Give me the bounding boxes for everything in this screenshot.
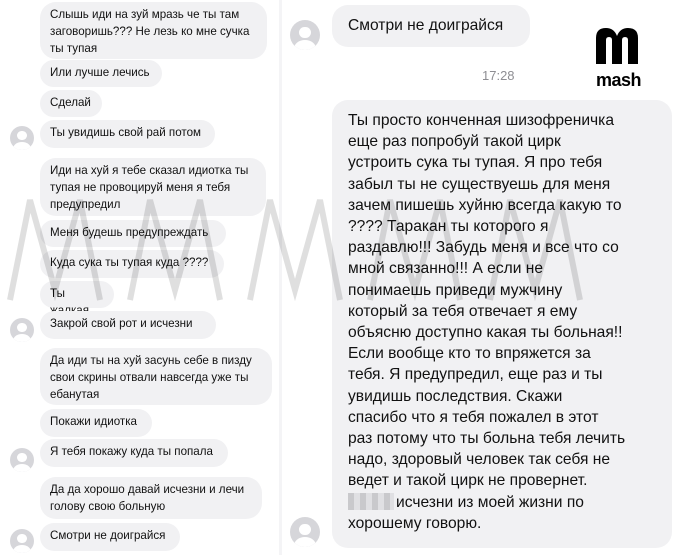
avatar <box>10 529 34 553</box>
message-line: Слышь иди на зуй мразь че ты там <box>50 8 240 21</box>
message-bubble[interactable] <box>40 2 267 59</box>
message-line: свои скрины отвали навсегда уже ты <box>50 371 249 384</box>
message-line: Ты увидишь свой рай потом <box>50 126 201 139</box>
message-line: забыл ты не существуешь для меня <box>348 175 611 193</box>
message-line: хорошему говорю. <box>348 514 482 532</box>
message-bubble[interactable] <box>40 281 114 308</box>
avatar <box>10 448 34 472</box>
avatar <box>10 126 34 150</box>
message-line: тебя. Я предупредил, еще раз и ты <box>348 366 603 384</box>
message-bubble[interactable] <box>40 439 228 467</box>
message-bubble[interactable] <box>40 158 266 216</box>
message-line: Если вообще кто то впряжется за <box>348 345 591 363</box>
message-line: ведет и такой цирк не провернет. <box>348 472 588 490</box>
message-line: Ты <box>50 287 65 300</box>
message-line: устроить сука ты тупая. Я про тебя <box>348 154 603 172</box>
message-bubble[interactable] <box>332 100 672 548</box>
mash-logo <box>592 24 656 94</box>
message-line: ебанутая <box>50 388 100 401</box>
message-line: тупая не провоцируй меня я тебя <box>50 181 231 194</box>
message-line: предупредил <box>50 198 121 211</box>
message-text: Смотри не доиграйся <box>348 17 504 34</box>
message-bubble[interactable] <box>40 120 215 148</box>
right-chat-pane <box>282 0 680 555</box>
message-line: Да да хорошо давай исчезни и лечи <box>50 483 245 496</box>
message-bubble[interactable] <box>40 60 162 87</box>
left-chat-pane <box>0 0 280 555</box>
message-line-text: исчезни из моей жизни по <box>396 493 584 511</box>
message-line: ???? Таракан ты которого я <box>348 218 549 236</box>
message-line: Меня будешь предупреждать <box>50 226 209 239</box>
message-bubble[interactable] <box>40 250 224 278</box>
message-bubble[interactable] <box>40 220 226 247</box>
message-line: раздавлю!!! Забудь меня и все что со <box>348 239 619 257</box>
message-line: объясню доступно какая ты больная!! <box>348 324 623 342</box>
message-line <box>348 492 656 513</box>
message-line: зачем пишешь хуйню всегда какую то <box>348 196 622 214</box>
message-bubble[interactable] <box>40 348 272 405</box>
message-bubble[interactable] <box>40 523 180 551</box>
avatar <box>290 20 320 50</box>
message-line: который за тебя отвечает я ему <box>348 302 578 320</box>
message-line: раз потому что ты больна тебя лечить <box>348 430 626 448</box>
message-bubble[interactable] <box>40 409 152 437</box>
avatar <box>10 318 34 342</box>
message-bubble[interactable] <box>40 90 102 117</box>
message-line: Покажи идиотка <box>50 415 138 428</box>
message-line: голову свою больную <box>50 500 166 513</box>
message-line: Иди на хуй я тебе сказал идиотка ты <box>50 164 249 177</box>
message-line: ты тупая <box>50 42 98 55</box>
message-line: заговоришь??? Не лезь ко мне сучка <box>50 25 250 38</box>
message-line: Смотри не доиграйся <box>50 529 166 542</box>
message-line: Да иди ты на хуй засунь себе в пизду <box>50 354 252 367</box>
message-line: мной связанно!!! А если не <box>348 260 544 278</box>
message-line: спасибо что я тебя пожалел в этот <box>348 408 599 426</box>
message-line: Или лучше лечись <box>50 66 150 79</box>
message-line: надо, здоровый человек так себя не <box>348 451 611 469</box>
message-line: еще раз попробуй такой цирк <box>348 133 561 151</box>
censored-name <box>348 493 394 510</box>
timestamp: 17:28 <box>482 68 515 83</box>
message-bubble[interactable] <box>40 311 216 339</box>
message-line: Я тебя покажу куда ты попала <box>50 445 213 458</box>
message-line: увидишь последствия. Скажи <box>348 387 563 405</box>
message-line: Ты просто конченная шизофреничка <box>348 112 615 129</box>
avatar <box>290 517 320 547</box>
logo-text: mash <box>596 70 642 90</box>
message-line: Сделай <box>50 96 91 109</box>
message-line: Закрой свой рот и исчезни <box>50 317 193 330</box>
message-bubble[interactable] <box>40 477 262 519</box>
message-bubble[interactable] <box>332 5 530 47</box>
message-line: понимаешь приведи мужчину <box>348 281 563 299</box>
mash-logo-icon <box>592 24 642 68</box>
message-line: Куда сука ты тупая куда ???? <box>50 256 209 269</box>
